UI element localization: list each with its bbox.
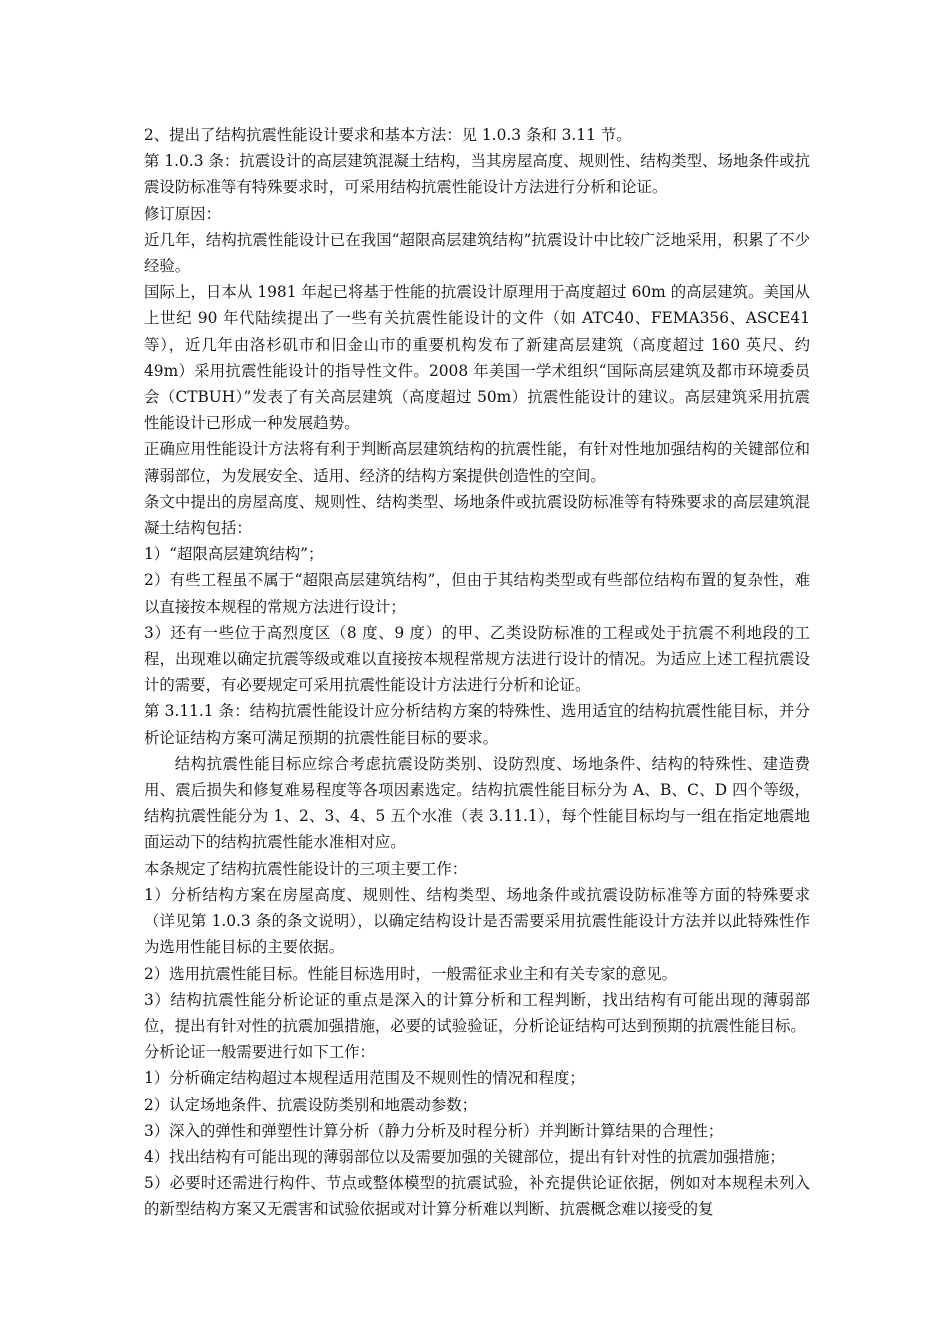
list-item: 4）找出结构有可能出现的薄弱部位以及需要加强的关键部位，提出有针对性的抗震加强措施；: [144, 1147, 785, 1166]
paragraph: 条文中提出的房屋高度、规则性、结构类型、场地条件或抗震设防标准等有特殊要求的高层建筑混凝土结构包括：: [144, 492, 810, 538]
list-item: 2）认定场地条件、抗震设防类别和地震动参数；: [144, 1095, 477, 1114]
paragraph: 2、提出了结构抗震性能设计要求和基本方法：见 1.0.3 条和 3.11 节。: [144, 126, 632, 144]
paragraph: 第 3.11.1 条：结构抗震性能设计应分析结构方案的特殊性、选用适宜的结构抗震性能目标，并分析论证结构方案可满足预期的抗震性能目标的要求。: [144, 702, 810, 747]
paragraph: 正确应用性能设计方法将有利于判断高层建筑结构的抗震性能，有针对性地加强结构的关键部位和薄弱部位，为发展安全、适用、经济的结构方案提供创造性的空间。: [144, 440, 810, 485]
list-item: 1）“超限高层建筑结构”；: [144, 545, 324, 564]
document-page: [144, 122, 810, 1223]
list-item: 3）还有一些位于高烈度区（8 度、9 度）的甲、乙类设防标准的工程或处于抗震不利地段的工程，出现难以确定抗震等级或难以直接按本规程常规方法进行设计的情况。为适应上述工程抗震设计的需要，有必要规定可采用抗震性能设计方法进行分析和论证。: [144, 623, 810, 695]
paragraph: 修订原因：: [144, 204, 221, 223]
paragraph: 国际上，日本从 1981 年起已将基于性能的抗震设计原理用于高度超过 60m 的高层建筑。美国从上世纪 90 年代陆续提出了一些有关抗震性能设计的文件（如 ATC40、FEMA356、ASCE41 等），近几年由洛杉矶市和旧金山市的重要机构发布了新建高层建筑（高度超过 160 英尺、约 49m）采用抗震性能设计的指导性文件。2008 年美国一学术组织“国际高层建筑及都市环境委员会（CTBUH）”发表了有关高层建筑（高度超过 50m）抗震性能设计的建议。高层建筑采用抗震性能设计已形成一种发展趋势。: [144, 283, 810, 433]
paragraph: 近几年，结构抗震性能设计已在我国“超限高层建筑结构”抗震设计中比较广泛地采用，积累了不少经验。: [144, 230, 810, 276]
paragraph: 第 1.0.3 条：抗震设计的高层建筑混凝土结构，当其房屋高度、规则性、结构类型、场地条件或抗震设防标准等有特殊要求时，可采用结构抗震性能设计方法进行分析和论证。: [144, 152, 810, 197]
paragraph: 分析论证一般需要进行如下工作：: [144, 1043, 375, 1062]
paragraph: 结构抗震性能目标应综合考虑抗震设防类别、设防烈度、场地条件、结构的特殊性、建造费用、震后损失和修复难易程度等各项因素选定。结构抗震性能目标分为 A、B、C、D 四个等级，结构抗震性能分为 1、2、3、4、5 五个水准（表 3.11.1），每个性能目标均与一组在指定地震地面运动下的结构抗震性能水准相对应。: [144, 754, 810, 852]
list-item: 3）深入的弹性和弹塑性计算分析（静力分析及时程分析）并判断计算结果的合理性；: [144, 1121, 724, 1140]
paragraph: 本条规定了结构抗震性能设计的三项主要工作：: [144, 859, 468, 878]
list-item: 1）分析结构方案在房屋高度、规则性、结构类型、场地条件或抗震设防标准等方面的特殊要求（详见第 1.0.3 条的条文说明），以确定结构设计是否需要采用抗震性能设计方法并以此特殊性作为选用性能目标的主要依据。: [144, 885, 810, 957]
list-item: 2）有些工程虽不属于“超限高层建筑结构”，但由于其结构类型或有些部位结构布置的复杂性，难以直接按本规程的常规方法进行设计；: [144, 571, 810, 616]
list-item: 2）选用抗震性能目标。性能目标选用时，一般需征求业主和有关专家的意见。: [144, 964, 678, 983]
list-item: 3）结构抗震性能分析论证的重点是深入的计算分析和工程判断，找出结构有可能出现的薄弱部位，提出有针对性的抗震加强措施，必要的试验验证，分析论证结构可达到预期的抗震性能目标。: [144, 990, 810, 1035]
list-item: 5）必要时还需进行构件、节点或整体模型的抗震试验，补充提供论证依据，例如对本规程未列入的新型结构方案又无震害和试验依据或对计算分析难以判断、抗震概念难以接受的复: [144, 1174, 810, 1219]
list-item: 1）分析确定结构超过本规程适用范围及不规则性的情况和程度；: [144, 1069, 585, 1088]
